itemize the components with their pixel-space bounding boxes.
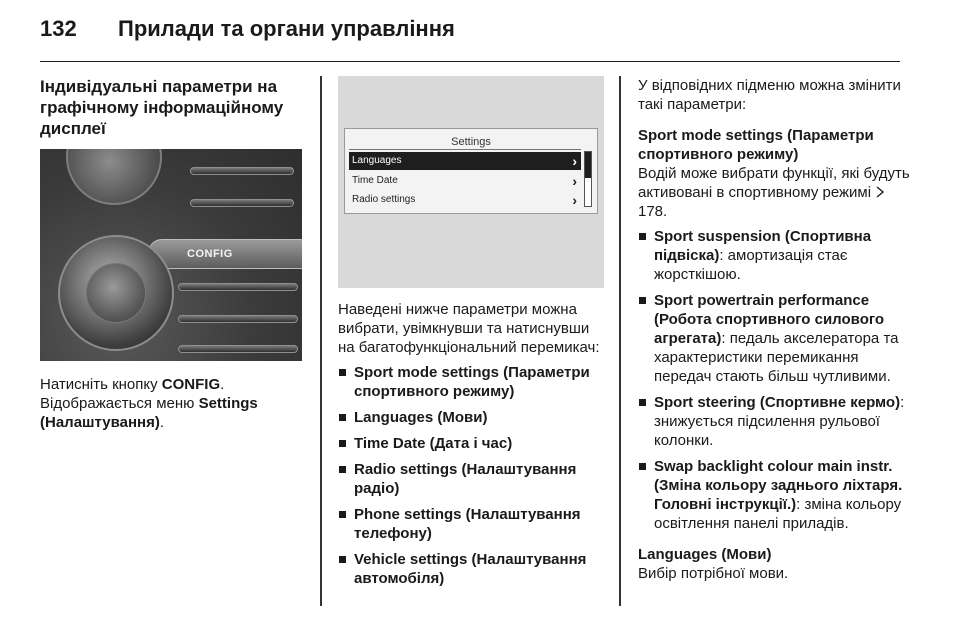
left-column bbox=[40, 76, 302, 432]
knob-center bbox=[86, 263, 146, 323]
console-photo bbox=[40, 149, 302, 361]
list-item-label: Swap backlight colour main instr. (Зміна кольору заднього ліхтаря. Головні інструкції.) bbox=[654, 458, 903, 513]
bullet-icon bbox=[339, 511, 346, 518]
screen-menu-label: Languages bbox=[352, 155, 402, 166]
list-item-label: Sport mode settings (Параметри спортивного режиму) bbox=[354, 364, 590, 400]
page-reference-icon bbox=[875, 186, 885, 198]
caption-bold: Settings (Налаштування) bbox=[40, 395, 258, 431]
button-slot bbox=[190, 199, 294, 207]
middle-column bbox=[338, 76, 606, 595]
sport-options-list bbox=[638, 227, 912, 533]
photo-caption bbox=[40, 375, 302, 432]
caption-bold: CONFIG bbox=[161, 376, 221, 393]
config-button-label: CONFIG bbox=[187, 247, 233, 260]
bullet-icon bbox=[639, 399, 646, 406]
list-item-label: Sport powertrain performance (Робота спортивного силового агрегата) bbox=[654, 292, 885, 347]
bullet-icon bbox=[339, 414, 346, 421]
chevron-right-icon: › bbox=[572, 173, 577, 189]
bullet-icon bbox=[639, 297, 646, 304]
page-header bbox=[40, 14, 900, 62]
settings-list bbox=[338, 363, 606, 588]
list-item-label: Sport suspension (Спортивна підвіска) bbox=[654, 228, 872, 264]
screen-menu-item bbox=[349, 152, 581, 170]
list-item-text: : амортизація стає жорсткішою. bbox=[654, 247, 848, 283]
sub-heading: Sport mode settings (Параметри спортивного режиму) bbox=[638, 127, 874, 163]
intro-paragraph: Наведені нижче параметри можна вибрати, увімкнувши та натиснувши на багатофункціональний перемикач: bbox=[338, 301, 600, 356]
button-slot bbox=[178, 315, 298, 323]
list-item bbox=[338, 434, 606, 453]
intro-paragraph: У відповідних підменю можна змінити такі параметри: bbox=[638, 77, 901, 113]
list-item-label: Vehicle settings (Налаштування автомобіля) bbox=[354, 551, 587, 587]
list-item bbox=[638, 291, 912, 386]
screen-menu-item bbox=[349, 172, 581, 190]
settings-screen-image bbox=[338, 76, 604, 288]
list-item-label: Phone settings (Налаштування телефону) bbox=[354, 506, 581, 542]
list-item bbox=[338, 550, 606, 588]
list-item-label: Sport steering (Спортивне кермо) bbox=[654, 394, 901, 411]
settings-screen bbox=[344, 128, 598, 214]
button-slot bbox=[190, 167, 294, 175]
list-item-text: : педаль акселератора та характеристики перемикання передач стають більш чутливими. bbox=[654, 330, 899, 385]
bullet-icon bbox=[339, 466, 346, 473]
list-item bbox=[338, 408, 606, 427]
column-divider bbox=[320, 76, 322, 606]
bullet-icon bbox=[339, 369, 346, 376]
list-item-label: Radio settings (Налаштування радіо) bbox=[354, 461, 577, 497]
caption-text: . Відображається меню bbox=[40, 376, 225, 412]
chevron-right-icon: › bbox=[572, 192, 577, 208]
button-slot bbox=[178, 345, 298, 353]
screen-menu-label: Time Date bbox=[352, 175, 398, 186]
list-item bbox=[638, 227, 912, 284]
list-item bbox=[638, 457, 912, 533]
bullet-icon bbox=[339, 556, 346, 563]
screen-menu-item bbox=[349, 191, 581, 209]
column-divider bbox=[619, 76, 621, 606]
list-item-label: Time Date (Дата і час) bbox=[354, 435, 513, 452]
list-item bbox=[638, 393, 912, 450]
button-slot bbox=[178, 283, 298, 291]
list-item-text: : знижується підсилення рульової колонки. bbox=[654, 394, 905, 449]
list-item-label: Languages (Мови) bbox=[354, 409, 488, 426]
screen-menu-label: Radio settings bbox=[352, 194, 416, 205]
screen-scrollbar bbox=[584, 151, 592, 207]
chevron-right-icon: › bbox=[572, 153, 577, 169]
list-item bbox=[338, 505, 606, 543]
config-button bbox=[148, 239, 302, 269]
right-column bbox=[638, 76, 912, 583]
caption-text: . bbox=[159, 414, 165, 431]
page-reference: 178. bbox=[638, 203, 668, 220]
bullet-icon bbox=[639, 233, 646, 240]
list-item bbox=[338, 363, 606, 401]
page-number: 132 bbox=[40, 16, 77, 41]
body-paragraph bbox=[638, 164, 912, 221]
body-paragraph: Вибір потрібної мови. bbox=[638, 565, 789, 582]
caption-text: Натисніть кнопку bbox=[40, 376, 162, 393]
sub-heading: Languages (Мови) bbox=[638, 546, 772, 563]
multifunction-knob-icon bbox=[58, 235, 174, 351]
list-item bbox=[338, 460, 606, 498]
list-item-text: : зміна кольору освітлення панелі приладів. bbox=[654, 496, 902, 532]
scrollbar-thumb bbox=[585, 152, 591, 178]
bullet-icon bbox=[639, 463, 646, 470]
body-text: Водій може вибрати функції, які будуть активовані в спортивному режимі bbox=[638, 165, 910, 201]
bullet-icon bbox=[339, 440, 346, 447]
page-title: Прилади та органи управління bbox=[118, 16, 455, 41]
screen-title: Settings bbox=[451, 136, 491, 148]
screen-divider bbox=[349, 149, 581, 150]
section-heading: Індивідуальні параметри на графічному інформаційному дисплеї bbox=[40, 77, 284, 138]
